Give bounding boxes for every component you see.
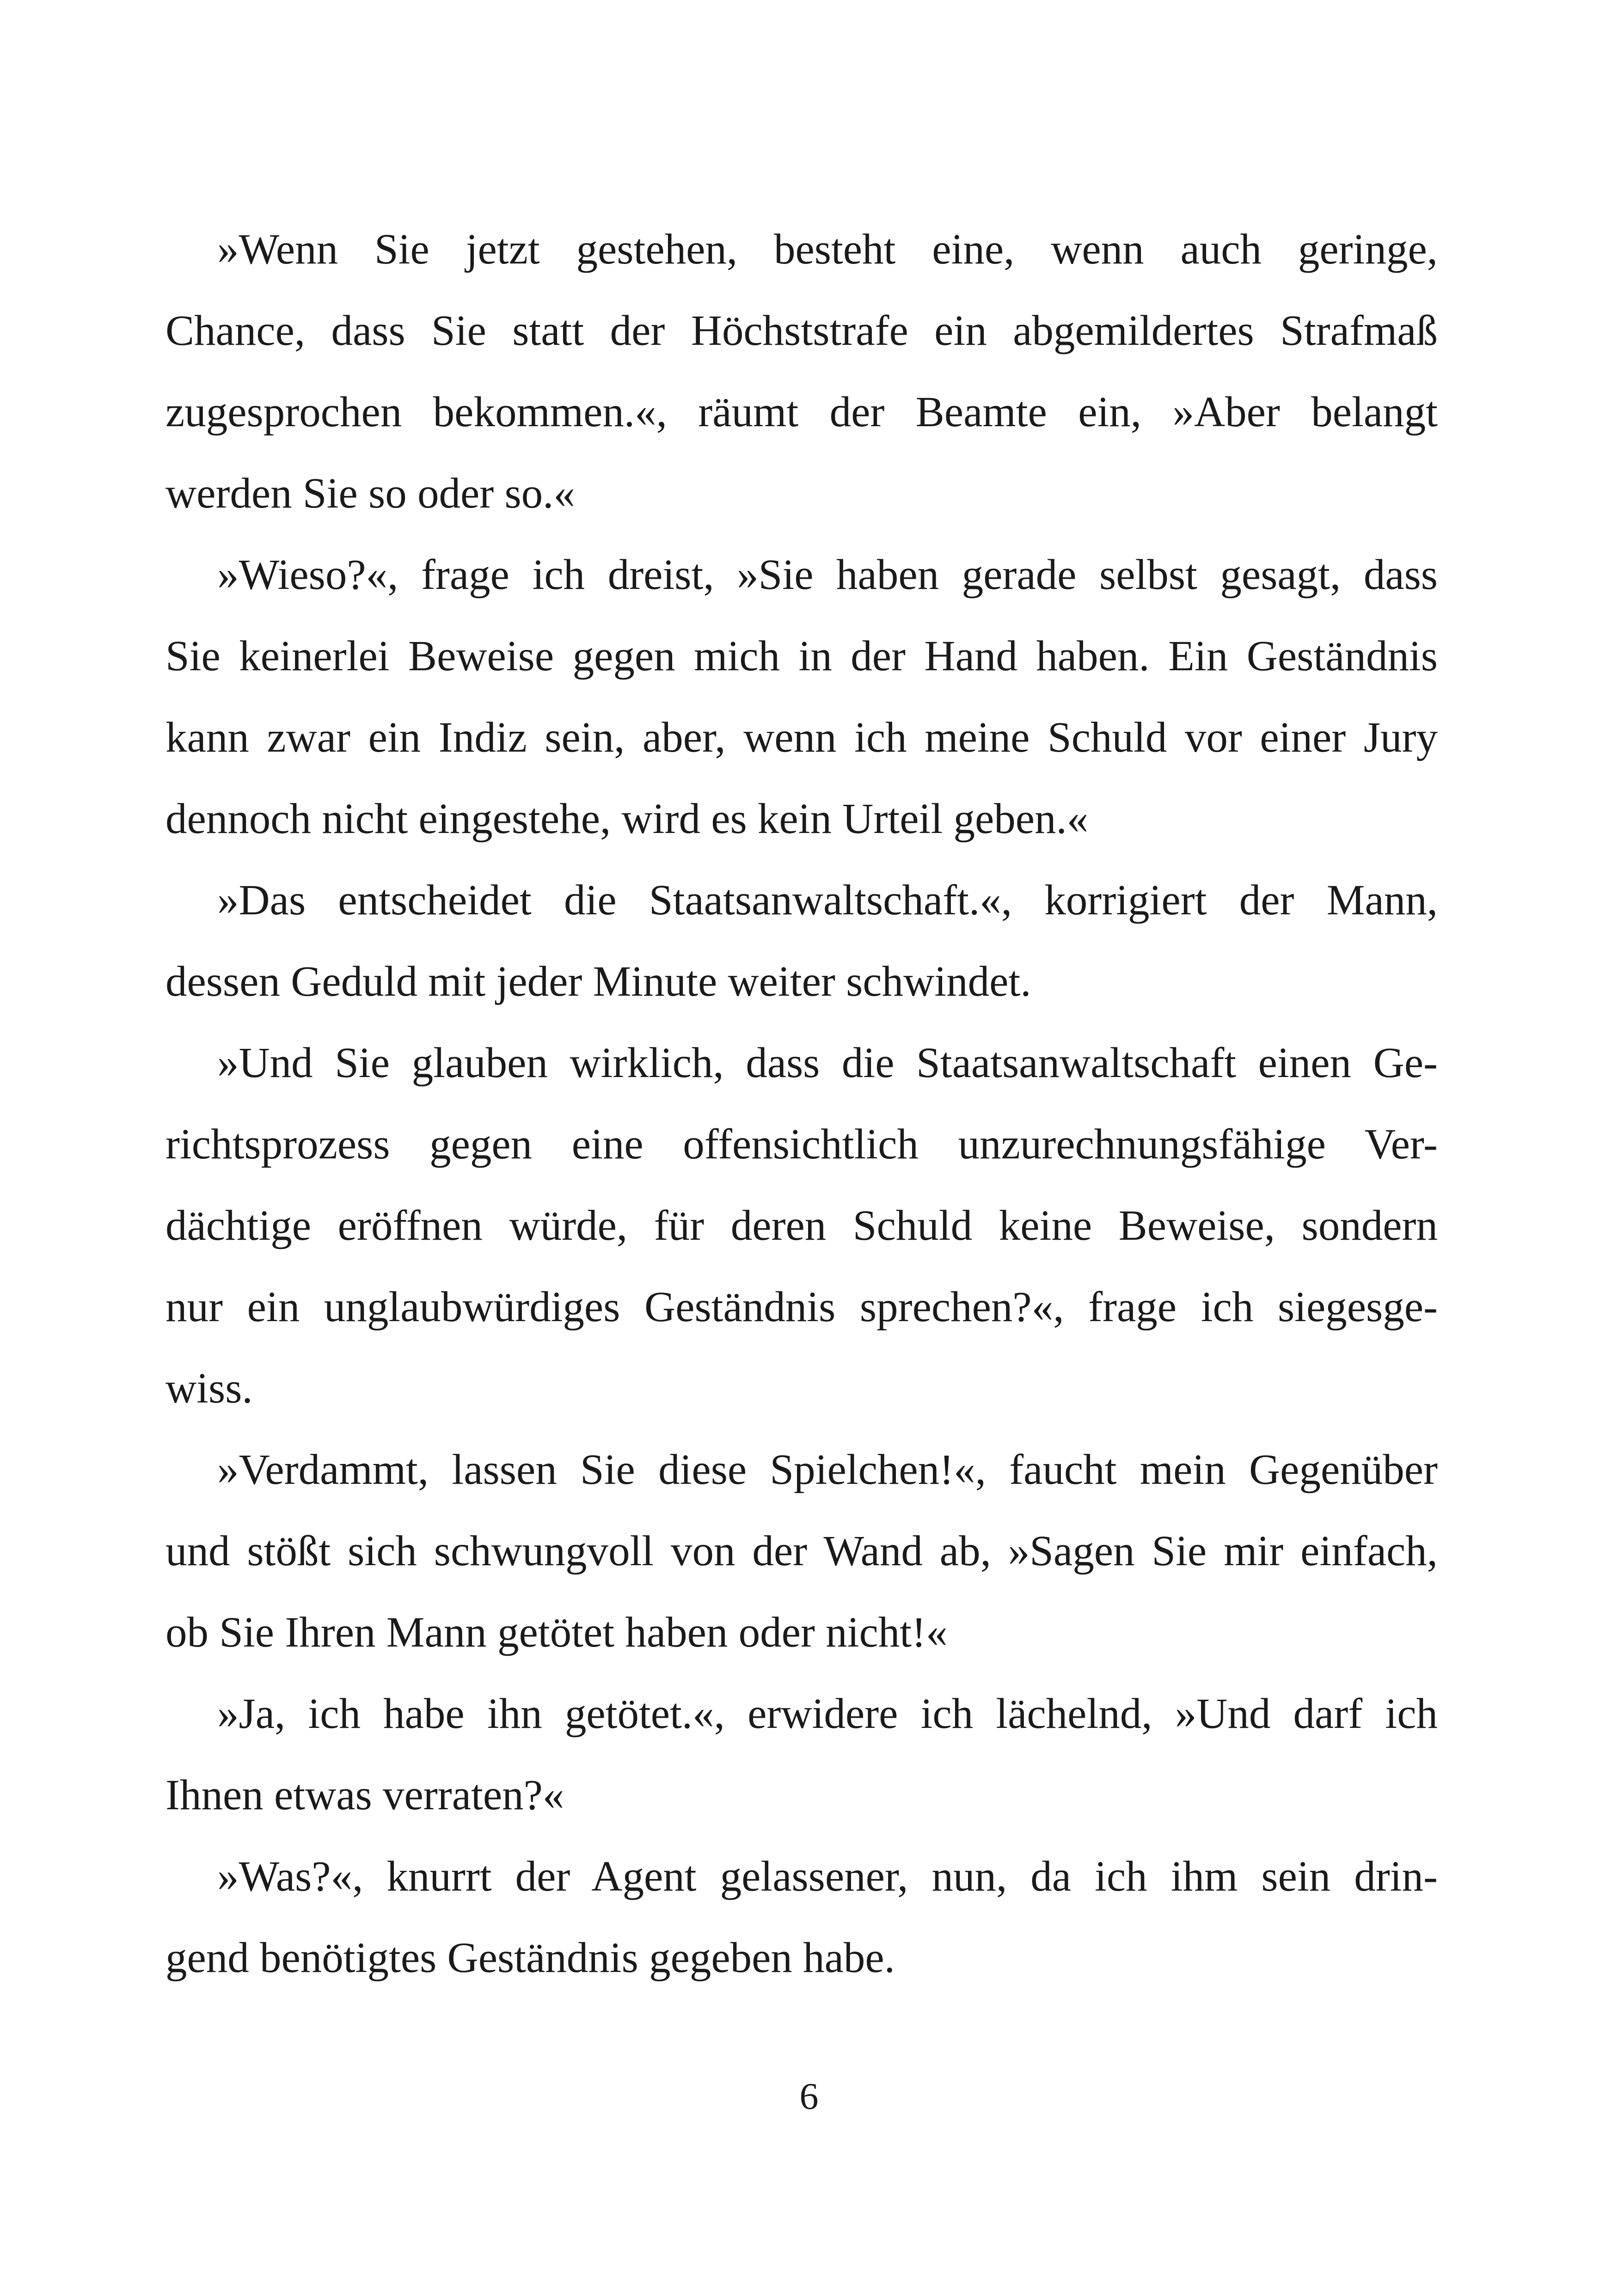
text-line: Ihnen etwas verraten?« <box>165 1771 564 1819</box>
text-line: kann zwar ein Indiz sein, aber, wenn ich meine Schuld vor einer Jury <box>165 714 1438 761</box>
text-line: richtsprozess gegen eine offensichtlich unzurechnungsfähige Ver- <box>165 1120 1438 1168</box>
text-line: Sie keinerlei Beweise gegen mich in der Hand haben. Ein Geständnis <box>165 632 1438 680</box>
paragraph <box>165 534 1438 860</box>
paragraph <box>165 1673 1438 1836</box>
text-line: »Wieso?«, frage ich dreist, »Sie haben gerade selbst gesagt, dass <box>217 551 1438 599</box>
text-line: ob Sie Ihren Mann getötet haben oder nicht!« <box>165 1609 948 1656</box>
paragraph <box>165 209 1438 534</box>
text-line: zugesprochen bekommen.«, räumt der Beamte ein, »Aber belangt <box>165 388 1438 436</box>
text-line: werden Sie so oder so.« <box>165 470 575 517</box>
text-line: »Ja, ich habe ihn getötet.«, erwidere ich lächelnd, »Und darf ich <box>217 1690 1438 1738</box>
paragraph <box>165 860 1438 1022</box>
page-number: 6 <box>799 2075 819 2117</box>
paragraph <box>165 1022 1438 1429</box>
paragraph <box>165 1836 1438 1999</box>
text-line: »Wenn Sie jetzt gestehen, besteht eine, wenn auch geringe, <box>217 226 1438 273</box>
paragraph <box>165 1429 1438 1673</box>
text-line: »Verdammt, lassen Sie diese Spielchen!«, faucht mein Gegenüber <box>217 1446 1438 1494</box>
text-line: wiss. <box>165 1365 253 1412</box>
text-line: Chance, dass Sie statt der Höchststrafe ein abgemildertes Strafmaß <box>165 307 1438 355</box>
text-line: dessen Geduld mit jeder Minute weiter schwindet. <box>165 958 1031 1005</box>
text-line: »Das entscheidet die Staatsanwaltschaft.«, korrigiert der Mann, <box>217 876 1438 924</box>
text-line: nur ein unglaubwürdiges Geständnis sprechen?«, frage ich siegesge- <box>165 1283 1438 1331</box>
text-line: dächtige eröffnen würde, für deren Schuld keine Beweise, sondern <box>165 1202 1438 1249</box>
text-line: und stößt sich schwungvoll von der Wand ab, »Sagen Sie mir einfach, <box>165 1527 1438 1575</box>
body-text <box>165 209 1438 1999</box>
text-line: gend benötigtes Geständnis gegeben habe. <box>165 1934 895 1982</box>
text-line: dennoch nicht eingestehe, wird es kein Urteil geben.« <box>165 795 1089 843</box>
text-line: »Was?«, knurrt der Agent gelassener, nun, da ich ihm sein drin- <box>217 1853 1438 1900</box>
text-line: »Und Sie glauben wirklich, dass die Staatsanwaltschaft einen Ge- <box>217 1039 1438 1087</box>
